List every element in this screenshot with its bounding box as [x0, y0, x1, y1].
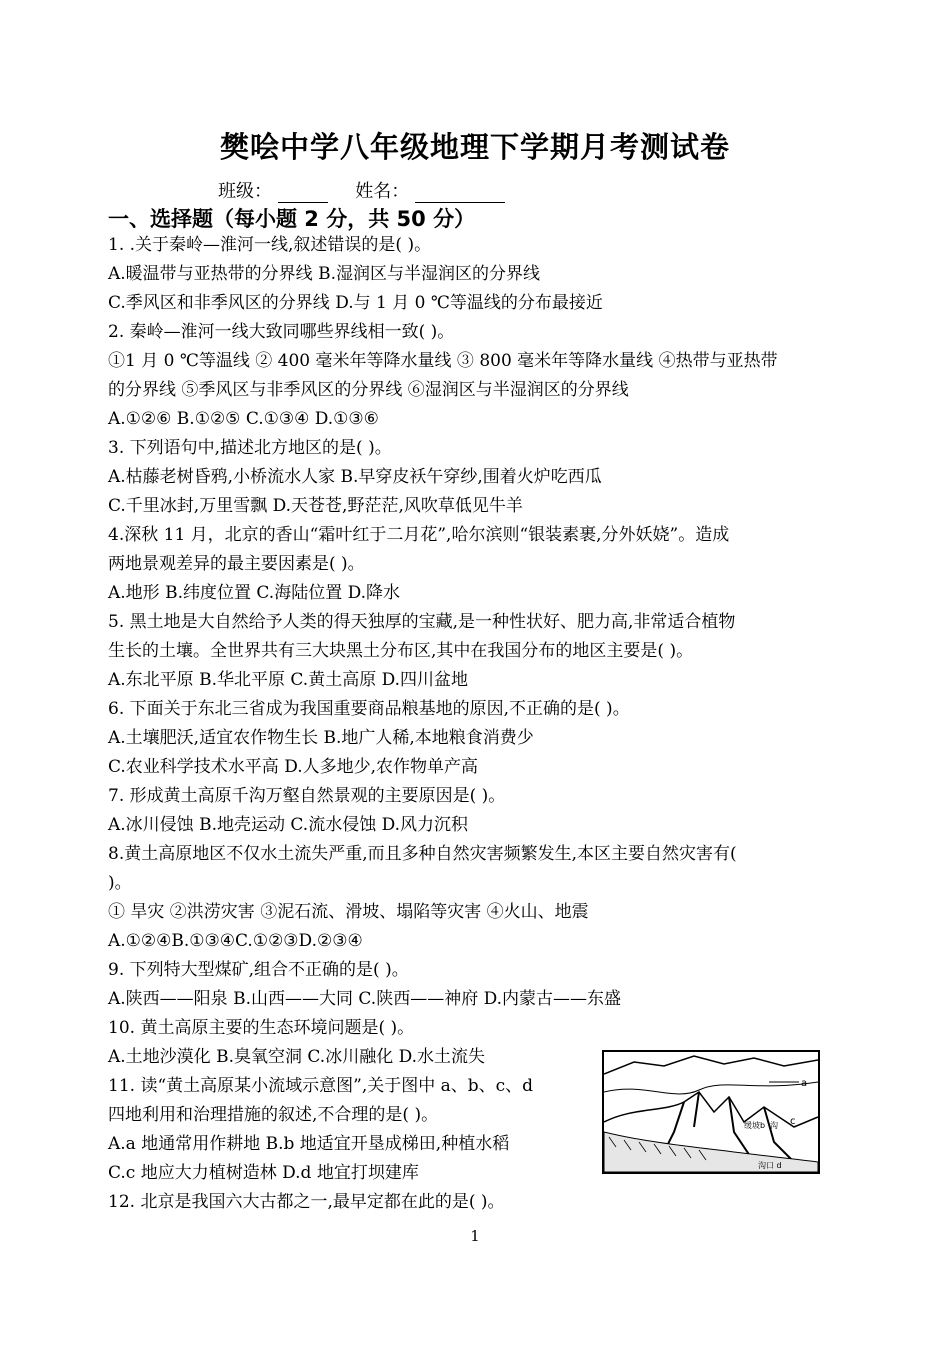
- figure-label-d: 沟口 d: [758, 1161, 782, 1170]
- class-label: 班级：: [218, 181, 272, 202]
- page-number: 1: [470, 1227, 480, 1245]
- student-info: [218, 177, 505, 203]
- question-line: 6. 下面关于东北三省成为我国重要商品粮基地的原因,不正确的是( )。: [108, 699, 630, 719]
- question-line: A.①②⑥ B.①②⑤ C.①③④ D.①③⑥: [108, 409, 379, 429]
- page-title: 樊哙中学八年级地理下学期月考测试卷: [219, 130, 730, 164]
- figure-label-gou: 沟: [770, 1121, 778, 1130]
- question-line: 四地利用和治理措施的叙述,不合理的是( )。: [108, 1105, 439, 1125]
- question-line: A.a 地通常用作耕地 B.b 地适宜开垦成梯田,种植水稻: [108, 1134, 510, 1154]
- question-line: 2. 秦岭—淮河一线大致同哪些界线相一致( )。: [108, 322, 455, 342]
- question-line: A.地形 B.纬度位置 C.海陆位置 D.降水: [108, 583, 401, 603]
- loess-watershed-figure: [602, 1050, 820, 1174]
- question-line: )。: [108, 873, 132, 893]
- figure-label-b: 缓坡b: [744, 1121, 766, 1130]
- question-line: A.暖温带与亚热带的分界线 B.湿润区与半湿润区的分界线: [108, 264, 540, 284]
- question-line: A.枯藤老树昏鸦,小桥流水人家 B.早穿皮袄午穿纱,围着火炉吃西瓜: [108, 467, 602, 487]
- question-line: 11. 读“黄土高原某小流域示意图”,关于图中 a、b、c、d: [108, 1076, 534, 1096]
- question-line: 10. 黄土高原主要的生态环境问题是( )。: [108, 1018, 415, 1038]
- question-line: A.东北平原 B.华北平原 C.黄土高原 D.四川盆地: [108, 670, 469, 690]
- figure-label-c: c: [790, 1116, 796, 1127]
- question-line: A.土地沙漠化 B.臭氧空洞 C.冰川融化 D.水土流失: [108, 1047, 486, 1067]
- question-line: C.c 地应大力植树造林 D.d 地宜打坝建库: [108, 1163, 419, 1183]
- watershed-sketch: [604, 1052, 818, 1172]
- question-line: A.陕西——阳泉 B.山西——大同 C.陕西——神府 D.内蒙古——东盛: [108, 989, 622, 1009]
- question-line: 两地景观差异的最主要因素是( )。: [108, 554, 365, 574]
- question-line: 的分界线 ⑤季风区与非季风区的分界线 ⑥湿润区与半湿润区的分界线: [108, 380, 629, 400]
- question-line: ①1 月 0 ℃等温线 ② 400 毫米年等降水量线 ③ 800 毫米年等降水量线 ④热带与亚热带: [108, 351, 778, 371]
- question-line: C.千里冰封,万里雪飘 D.天苍苍,野茫茫,风吹草低见牛羊: [108, 496, 523, 516]
- name-blank[interactable]: [415, 186, 505, 203]
- figure-label-a: a: [801, 1078, 808, 1089]
- class-blank[interactable]: [278, 186, 328, 203]
- question-line: 7. 形成黄土高原千沟万壑自然景观的主要原因是( )。: [108, 786, 506, 806]
- question-line: 8.黄土高原地区不仅水土流失严重,而且多种自然灾害频繁发生,本区主要自然灾害有(: [108, 844, 737, 864]
- question-line: 3. 下列语句中,描述北方地区的是( )。: [108, 438, 392, 458]
- question-line: A.①②④B.①③④C.①②③D.②③④: [108, 931, 363, 951]
- question-line: C.季风区和非季风区的分界线 D.与 1 月 0 ℃等温线的分布最接近: [108, 293, 603, 313]
- question-line: 9. 下列特大型煤矿,组合不正确的是( )。: [108, 960, 409, 980]
- question-line: ① 旱灾 ②洪涝灾害 ③泥石流、滑坡、塌陷等灾害 ④火山、地震: [108, 902, 589, 922]
- section-title: 一、选择题（每小题 2 分，共 50 分）: [108, 207, 476, 231]
- question-line: A.冰川侵蚀 B.地壳运动 C.流水侵蚀 D.风力沉积: [108, 815, 469, 835]
- name-label: 姓名：: [355, 181, 410, 202]
- question-line: 12. 北京是我国六大古都之一,最早定都在此的是( )。: [108, 1192, 505, 1212]
- question-line: 5. 黑土地是大自然给予人类的得天独厚的宝藏,是一种性状好、肥力高,非常适合植物: [108, 612, 736, 632]
- question-line: 4.深秋 11 月，北京的香山“霜叶红于二月花”,哈尔滨则“银装素裹,分外妖娆”。造成: [108, 525, 730, 545]
- question-line: A.土壤肥沃,适宜农作物生长 B.地广人稀,本地粮食消费少: [108, 728, 534, 748]
- question-line: C.农业科学技术水平高 D.人多地少,农作物单产高: [108, 757, 479, 777]
- question-line: 生长的土壤。全世界共有三大块黑土分布区,其中在我国分布的地区主要是( )。: [108, 641, 694, 661]
- question-line: 1. .关于秦岭—淮河一线,叙述错误的是( )。: [108, 235, 432, 255]
